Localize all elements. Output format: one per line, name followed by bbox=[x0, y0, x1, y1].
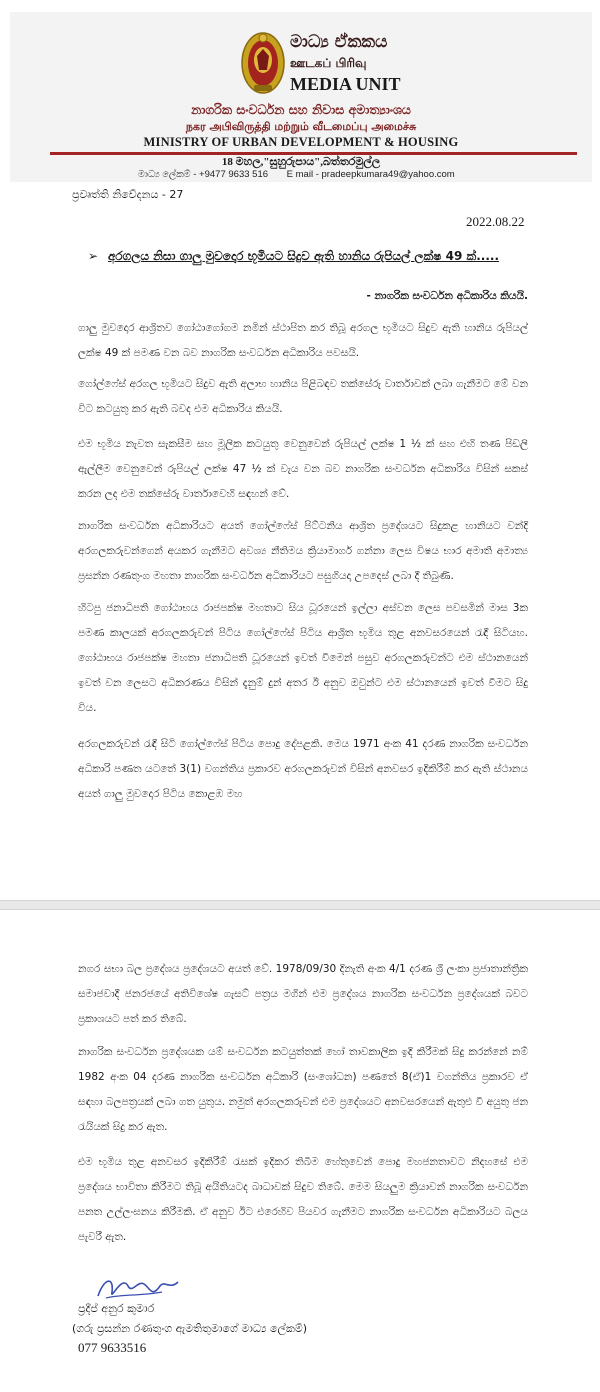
letterhead bbox=[10, 12, 592, 182]
unit-name-sinhala: මාධ්‍ය ඒකකය bbox=[290, 32, 388, 52]
page-break bbox=[0, 900, 600, 910]
letterhead-email: E mail - pradeepkumara49@yahoo.com bbox=[286, 169, 455, 180]
signer-name: ප්‍රදීප් අනුර කුමාර bbox=[78, 1302, 155, 1315]
letterhead-phone: මාධ්‍ය ලේකම් - +9477 9633 516 bbox=[138, 169, 269, 180]
body-paragraph-9: එම භූමිය තුළ අනවසර ඉදිකිරීම් රැසක් ඉදිකර තිබීම හේතුවෙන් පොදු මහජනතාවට නිදහසේ එම ප්‍රදේශය භාවිතා කිරීමට තිබූ අයිතියටද බාධාවක් සිදුව තිබේ. මෙම සියලුම ක්‍රියාවන් නාගරික සංවර්ධන පනත උල්ලංඝනය කිරීමකි. ඒ අනුව ඊට එරෙහිව පියවර ගැනීමට නාගරික සංවර්ධන අධිකාරියට බලය පැවරී ඇත. bbox=[78, 1156, 528, 1243]
sri-lanka-emblem-icon bbox=[240, 30, 286, 96]
release-date: 2022.08.22 bbox=[466, 214, 525, 229]
body-paragraph-2: ගෝල්ෆේස් අරගල භූමියට සිදුව ඇති අලාභ හානිය පිළිබඳව තක්සේරු වාර්තාවක් ලබා ගැනීමට මේ වන විට කටයුතු කර ඇති බවද එම අධිකාරිය කියයි. bbox=[78, 378, 528, 415]
ministry-name-tamil: நகர அபிவிருத்தி மற்றும் வீடமைப்பு அமைச்சு bbox=[185, 120, 417, 133]
unit-name-tamil: ஊடகப் பிரிவு bbox=[290, 56, 367, 70]
signer-title: (ගරු ප්‍රසන්න රණතුංග ඇමතිතුමාගේ මාධ්‍ය ලේකම්) bbox=[72, 1322, 308, 1335]
letterhead-contact bbox=[138, 169, 471, 180]
headline bbox=[88, 245, 540, 267]
ministry-name-sinhala: නාගරික සංවර්ධන සහ නිවාස අමාත්‍යාංශය bbox=[191, 102, 411, 117]
release-reference: ප්‍රවෘත්ති නිවේදනය - 27 bbox=[72, 188, 184, 201]
body-paragraph-7: නගර සභා බල ප්‍රදේශය ප්‍රදේශයට අයත් වේ. 1978/09/30 දිනැති අංක 4/1 දරණ ශ්‍රී ලංකා ප්‍රජාතාන්ත්‍රික සමාජවාදී ජනරජයේ අතිවිශේෂ ගැසට් පත්‍රය මගින් එම ප්‍රදේශය නාගරික සංවර්ධන ප්‍රදේශයක් බවට ප්‍රකාශයට පත් කර තිබේ. bbox=[78, 963, 528, 1025]
signer-phone: 077 9633516 bbox=[78, 1340, 147, 1355]
body-paragraph-4: නාගරික සංවර්ධන අධිකාරියට අයත් ගෝල්ෆේස් පිට්ටනිය ආශ්‍රිත ප්‍රදේශයට සිදුකළ හානියට වන්දි අරගලකරුවන්ගෙන් අයකර ගැනීමට අවශ්‍ය නීතිමය ක්‍රියාමාර්ග ගන්නා ලෙස විෂය භාර අමාති අමාත්‍ය ප්‍රසන්න රණතුංග මහතා නාගරික සංවර්ධන අධිකාරියට පසුගියදා උපදෙස් ලබා දී තිබුණි. bbox=[78, 520, 528, 582]
headline-text: අරගලය නිසා ගාලු මුවදොර භූමියට සිදුව ඇති හානිය රුපියල් ලක්ෂ 49 ක්..... bbox=[108, 249, 500, 263]
unit-name-english: MEDIA UNIT bbox=[290, 74, 401, 94]
letterhead-address: 18 මහල,"සුහුරුපාය",බත්තරමුල්ල bbox=[221, 156, 381, 168]
body-paragraph-5: හිටපු ජනාධිපති ගෝඨාභය රාජපක්ෂ මහතාට සිය ධූරයෙන් ඉල්ලා අස්වන ලෙස පවසමින් මාස 3ක පමණ කාලයක් අරගලකරුවන් පිටිය ගෝල්ෆේස් පිටිය ආශ්‍රිත භූමිය තුළ අනවසරයෙන් රැඳී සිටියහ. ගෝඨාභය රාජපක්ෂ මහතා ජනාධිපති ධූරයෙන් ඉවත් වීමෙන් පසුව අරගලකරුවන්ට එම ස්ථානයෙන් ඉවත් වන ලෙසට අධිකරණය විසින් දැනුම් දුන් අතර ඊ අනුව ඔවුන්ට එම ස්ථානයෙන් ඉවත් වීමට සිදු විය. bbox=[78, 602, 528, 714]
body-paragraph-1: ගාලු මුවදොර ආශ්‍රිතව ගෝඨාගෝගම නමින් ස්ථාපිත කර තිබූ අරගල භූමියට සිදුව ඇති හානිය රුපියල් ලක්ෂ 49 ක් පමණ වන බව නාගරික සංවර්ධන අධිකාරිය පවසයි. bbox=[78, 322, 528, 359]
arrow-bullet-icon: ➢ bbox=[88, 249, 99, 263]
letterhead-divider bbox=[50, 152, 577, 155]
body-paragraph-3: එම භූමිය නැවත සැකසීම සහ මූලික කටයුතු වෙනුවෙන් රුපියල් ලක්ෂ 1 ½ ක් සහ එහි තණ පිඩලි ඇල්ලීම වෙනුවෙන් රුපියල් ලක්ෂ 47 ½ ක් වැය වන බව නාගරික සංවර්ධන අධිකාරිය විසින් සකස් කරන ලද එම තක්සේරු වාර්තාවෙහි සඳහන් වේ. bbox=[78, 438, 528, 500]
byline: - නාගරික සංවර්ධන අධිකාරිය කියයි. bbox=[366, 290, 528, 302]
body-paragraph-6: අරගලකරුවන් රැඳී සිටි ගෝල්ෆේස් පිටිය පොදු දේපළකි. මෙය 1971 අංක 41 දරණ නාගරික සංවර්ධන අධිකාරි පණත යටතේ 3(1) වගන්තිය ප්‍රකාරව අරගලකරුවන් විසින් අනවසර ඉදිකිරීම් කර ඇති ස්ථානය අයත් ගාලු මුවදොර පිටිය කොළඹ මහ bbox=[78, 738, 528, 800]
ministry-name-english: MINISTRY OF URBAN DEVELOPMENT & HOUSING bbox=[143, 135, 459, 149]
body-paragraph-8: නාගරික සංවර්ධන ප්‍රදේශයක යම් සංවර්ධන කටයුත්තක් හෝ තාවකාලික ඉදි කිරීමක් සිදු කරන්නේ නම් 1982 අංක 04 දරණ නාගරික සංවර්ධන අධිකාරි (සංශෝධන) පණතේ 8(ඒ)1 වගන්තිය ප්‍රකාරව ඒ සඳහා බලපත්‍රයක් ලබා ගත යුතුය. නමුත් අරගලකරුවන් එම ප්‍රදේශයට අනවසරයෙන් ඇතුළු වී අයුතු ජන රැයියක් සිදු කර ඇත. bbox=[78, 1046, 528, 1133]
